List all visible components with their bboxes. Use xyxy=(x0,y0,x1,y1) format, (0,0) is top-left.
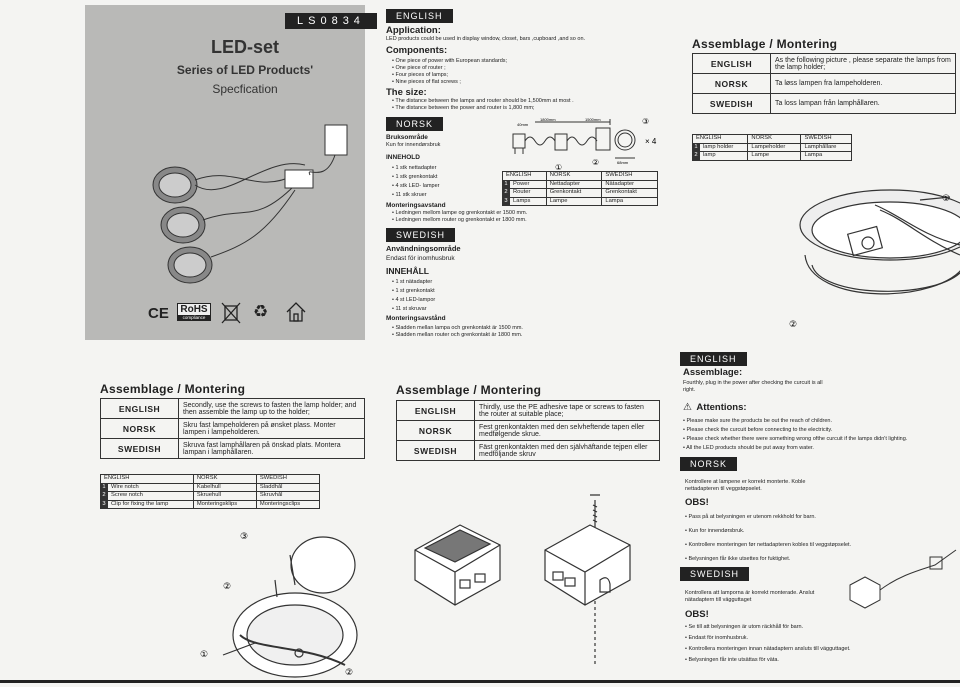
swedish-obs-list xyxy=(685,622,955,666)
br-swedish-header: SWEDISH xyxy=(680,567,749,581)
table-row xyxy=(397,401,660,421)
weee-bin-icon xyxy=(220,301,242,325)
step-text: Skruva fast lamphållaren på önskad plats. Montera lampan i lamphållaren. xyxy=(179,439,365,459)
table-row xyxy=(693,74,956,94)
table-cell: Nettadapter xyxy=(546,180,602,189)
cover-title: LED-set xyxy=(210,37,279,57)
table-header-row xyxy=(693,135,852,144)
step-table-bm xyxy=(396,400,660,461)
power-plug-illustration xyxy=(830,545,958,615)
list-item: • Ledningen mellom lampe og grenkontakt er 1500 mm. xyxy=(392,210,672,217)
swedish-area-title: Användningsområde xyxy=(386,244,461,253)
step-table-bl xyxy=(100,398,365,459)
table-cell: NORSK xyxy=(193,475,256,484)
list-item: • 11 stk skruer xyxy=(392,191,586,200)
table-cell: NORSK xyxy=(546,172,602,181)
table-cell: Wire notch xyxy=(108,483,194,492)
list-item: • Four pieces of lamps; xyxy=(392,72,671,79)
parts-table-bl xyxy=(100,474,320,509)
br-english-header: ENGLISH xyxy=(680,352,747,366)
table-cell: Lampa xyxy=(602,197,658,206)
table-cell: 2 xyxy=(694,152,698,158)
table-row xyxy=(693,54,956,74)
callout-number: ① xyxy=(555,163,563,172)
table-cell: Lamphållare xyxy=(801,143,852,152)
rohs-logo xyxy=(177,303,211,321)
table-cell: SWEDISH xyxy=(256,475,319,484)
table-row xyxy=(503,189,658,198)
list-item: • Endast för inomhusbruk. xyxy=(685,633,955,644)
table-cell: lamp holder xyxy=(700,143,748,152)
swedish-distance-title: Monteringsavstånd xyxy=(386,315,446,322)
swedish-header: SWEDISH xyxy=(386,228,455,242)
table-row xyxy=(693,94,956,114)
table-header-row xyxy=(101,475,320,484)
swedish-obs-title: OBS! xyxy=(685,609,709,620)
table-cell: 1 xyxy=(694,143,698,150)
table-cell: Router xyxy=(510,189,547,198)
br-english-block xyxy=(683,367,953,453)
table-row xyxy=(503,180,658,189)
components-diagram xyxy=(505,114,680,174)
product-code: LS0834 xyxy=(285,13,377,29)
norsk-area-title: Bruksområde xyxy=(386,134,428,141)
list-item: • 1 stk grenkontakt xyxy=(392,173,586,182)
list-item: • Belysningen får ikke utsettes for fuktighet. xyxy=(685,552,955,566)
attention-list xyxy=(683,417,953,453)
table-cell: ENGLISH xyxy=(503,172,547,181)
list-item: • The distance between the power and router is 1,800 mm; xyxy=(392,105,671,112)
dim-label: 1800mm xyxy=(540,117,556,122)
table-cell: Skruehull xyxy=(193,492,256,501)
table-cell: 1 xyxy=(504,180,508,187)
list-item: • Please make sure the products be out the reach of children. xyxy=(683,417,953,426)
list-item: • 1 st grenkontakt xyxy=(392,287,666,296)
lamp-holder-illustration xyxy=(790,185,960,335)
assembly-title-bl: Assemblage / Montering xyxy=(100,382,246,396)
components-title: Components: xyxy=(386,45,448,56)
lang-cell: NORSK xyxy=(397,421,475,441)
table-cell: Power xyxy=(510,180,547,189)
list-item: • 1 stk nettadapter xyxy=(392,164,586,173)
list-item: • Please check whether there were something wrong ofthe curcuit if the lamps didn't lighting. xyxy=(683,435,953,444)
norsk-check-text: Kontrollere at lampene er korrekt monterte. Koble nettadapteren til veggstøpselet. xyxy=(685,479,806,492)
cover-spec: Specfication xyxy=(212,82,278,96)
table-row xyxy=(101,500,320,509)
step-text: Fest grenkontakten med den selvheftende tapen eller medfølgende skrue. xyxy=(475,421,660,441)
lang-cell: SWEDISH xyxy=(693,94,771,114)
table-cell: SWEDISH xyxy=(602,172,658,181)
swedish-check-text: Kontrollera att lamporna är korrekt monterade. Anslut nätadaptern till vägguttaget xyxy=(685,590,815,603)
table-row xyxy=(503,197,658,206)
step-text: Secondly, use the screws to fasten the lamp holder; and then assemble the lamp up to the holder; xyxy=(179,399,365,419)
attention-heading xyxy=(683,397,953,415)
table-cell: 1 xyxy=(102,483,106,490)
step-table-tr xyxy=(692,53,956,114)
parts-table-tr xyxy=(692,134,852,161)
list-item: • Sladden mellan router och grenkontakt är 1800 mm. xyxy=(392,332,666,339)
table-cell: NORSK xyxy=(748,135,801,144)
lang-cell: ENGLISH xyxy=(397,401,475,421)
step-text: Skru fast lampeholderen på ønsket plass. Monter lampen i lampeholderen. xyxy=(179,419,365,439)
table-cell: Grenkontakt xyxy=(602,189,658,198)
table-cell: SWEDISH xyxy=(801,135,852,144)
table-cell: Lampeholder xyxy=(748,143,801,152)
callout-number: ① xyxy=(200,650,209,660)
led-lamps-illustration xyxy=(145,125,365,295)
list-item: • One piece of router ; xyxy=(392,65,671,72)
list-item: • 4 stk LED- lamper xyxy=(392,182,586,191)
table-row xyxy=(101,492,320,501)
list-item: • Nine pieces of flat screws ; xyxy=(392,79,671,86)
lang-cell: NORSK xyxy=(693,74,771,94)
list-item: • 11 st skruvar xyxy=(392,305,666,314)
lang-cell: NORSK xyxy=(101,419,179,439)
table-header-row xyxy=(503,172,658,181)
list-item: • Ledningen mellom router og grenkontakt er 1800 mm. xyxy=(392,217,672,224)
dim-label: 68mm xyxy=(617,160,629,165)
table-cell: Lampe xyxy=(546,197,602,206)
list-item: • 4 st LED-lampor xyxy=(392,296,666,305)
table-cell: Grenkontakt xyxy=(546,189,602,198)
lang-cell: ENGLISH xyxy=(101,399,179,419)
table-row xyxy=(397,441,660,461)
swedish-content-title: INNEHÅLL xyxy=(386,266,429,276)
norsk-content-title: INNEHOLD xyxy=(386,154,420,161)
list-item: • Se till att belysningen är utom räckhåll för barn. xyxy=(685,622,955,633)
assembly-title-tr: Assemblage / Montering xyxy=(692,37,838,51)
table-cell: lamp xyxy=(700,152,748,161)
application-title: Application: xyxy=(386,25,441,36)
components-list xyxy=(392,58,671,86)
dim-label: 1500mm xyxy=(585,117,601,122)
step-text: As the following picture , please separate the lamps from the lamp holder; xyxy=(771,54,956,74)
size-title: The size: xyxy=(386,87,427,98)
cover-subtitle: Series of LED Products' xyxy=(176,63,314,77)
callout-number: ② xyxy=(789,320,798,330)
list-item: • Please check the curcuit before connecting to the electricity. xyxy=(683,426,953,435)
norsk-header: NORSK xyxy=(386,117,443,131)
table-cell: Sladdhål xyxy=(256,483,319,492)
list-item: • Kun for innendørsbruk. xyxy=(685,524,955,538)
swedish-area-text: Endast för inomhusbruk xyxy=(386,255,455,262)
table-row xyxy=(397,421,660,441)
table-cell: Nätadapter xyxy=(602,180,658,189)
lang-cell: SWEDISH xyxy=(101,439,179,459)
table-cell: ENGLISH xyxy=(693,135,748,144)
quantity-label: × 4 xyxy=(645,137,657,146)
page-bottom-border xyxy=(0,680,960,683)
table-cell: Monteringsklips xyxy=(193,500,256,509)
table-cell: Clip for fixing the lamp xyxy=(108,500,194,509)
callout-number: ② xyxy=(223,582,232,592)
table-cell: 3 xyxy=(102,500,106,507)
list-item: • One piece of power with European standards; xyxy=(392,58,671,65)
lamp-mounting-illustration xyxy=(195,525,370,680)
parts-table xyxy=(502,171,658,206)
swedish-content-list xyxy=(392,278,666,314)
table-cell: Lampa xyxy=(801,152,852,161)
table-cell: Skruvhål xyxy=(256,492,319,501)
step-text: Ta loss lampan från lamphållaren. xyxy=(771,94,956,114)
english-header: ENGLISH xyxy=(386,9,453,23)
callout-number: ③ xyxy=(240,532,249,542)
rohs-label: RoHS xyxy=(180,304,208,315)
dim-label: 40mm xyxy=(517,122,529,127)
assemblage-title: Assemblage: xyxy=(683,367,743,378)
size-list xyxy=(392,98,671,112)
step-text: Ta løss lampen fra lampeholderen. xyxy=(771,74,956,94)
norsk-distance-title: Monteringsavstand xyxy=(386,202,446,209)
english-spec-block xyxy=(386,25,671,112)
table-row xyxy=(693,152,852,161)
callout-number: ① xyxy=(942,194,951,204)
table-row xyxy=(101,399,365,419)
swedish-distance-list xyxy=(392,325,666,339)
router-mounting-illustration xyxy=(405,480,675,680)
table-cell: 3 xyxy=(504,197,508,204)
table-row xyxy=(101,419,365,439)
swedish-spec-block xyxy=(386,245,666,339)
table-row xyxy=(101,483,320,492)
house-icon xyxy=(285,301,307,323)
assembly-title-bm: Assemblage / Montering xyxy=(396,383,542,397)
table-cell: Screw notch xyxy=(108,492,194,501)
list-item: • 1 st nätadapter xyxy=(392,278,666,287)
norsk-distance-list xyxy=(392,210,672,224)
rohs-sublabel: compliance xyxy=(178,315,210,320)
lang-cell: ENGLISH xyxy=(693,54,771,74)
table-cell: 2 xyxy=(504,189,508,195)
list-item: • Pass på at belysningen er utenom rekkhold for barn. xyxy=(685,510,955,524)
step-text: Thirdly, use the PE adhesive tape or screws to fasten the router at suitable place; xyxy=(475,401,660,421)
table-cell: ENGLISH xyxy=(101,475,194,484)
list-item: • Sladden mellan lampa och grenkontakt är 1500 mm. xyxy=(392,325,666,332)
table-row xyxy=(693,143,852,152)
table-row xyxy=(101,439,365,459)
ce-mark: CE xyxy=(148,305,169,322)
norsk-area-text: Kun for innendørsbruk xyxy=(386,142,441,148)
table-cell: 2 xyxy=(102,492,106,498)
list-item: • Kontrollera monteringen innan nätadaptern ansluts till vägguttaget. xyxy=(685,644,955,655)
table-cell: Lampe xyxy=(748,152,801,161)
list-item: • All the LED products should be put away from water. xyxy=(683,444,953,453)
application-text: LED products could be used in display window, closet, bars ,cupboard ,and so on. xyxy=(386,36,586,42)
callout-number: ③ xyxy=(642,117,650,126)
attention-title: Attentions: xyxy=(696,402,747,413)
callout-number: ② xyxy=(345,668,354,678)
assemblage-text: Fourthly, plug in the power after checking the curcuit is all right. xyxy=(683,380,823,393)
table-cell: Lamps xyxy=(510,197,547,206)
warning-icon: ⚠ xyxy=(683,402,692,413)
callout-number: ② xyxy=(592,158,600,167)
cover-panel xyxy=(85,5,365,340)
lang-cell: SWEDISH xyxy=(397,441,475,461)
list-item: • Belysningen får inte utsättas för väta. xyxy=(685,655,955,666)
list-item: • The distance between the lamps and router should be 1,500mm at most . xyxy=(392,98,671,105)
recycle-icon: ♻ xyxy=(253,302,269,321)
list-item: • Kontrollere monteringen før nettadapteren kobles til veggstøpselet. xyxy=(685,538,955,552)
norsk-obs-title: OBS! xyxy=(685,497,709,508)
table-cell: Monteringsclips xyxy=(256,500,319,509)
step-text: Fäst grenkontakten med den självhäftande tejpen eller medföljande skruv xyxy=(475,441,660,461)
table-cell: Kabelhull xyxy=(193,483,256,492)
br-norsk-header: NORSK xyxy=(680,457,737,471)
